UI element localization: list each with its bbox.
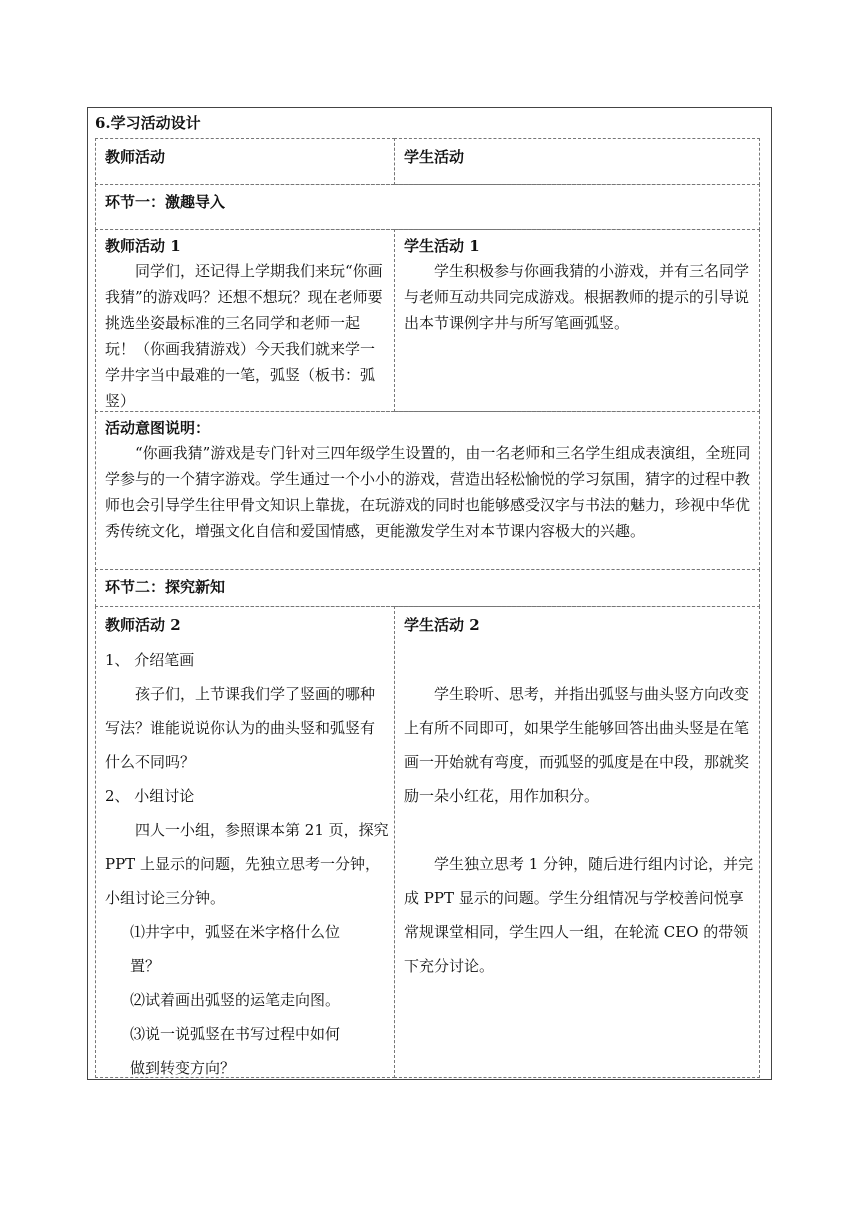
stage1-title: 环节一：激趣导入 [105, 193, 226, 211]
stage2-student-text1: 学生聆听、思考，并指出弧竖与曲头竖方向改变上有所不同即可，如果学生能够回答出曲头竖是在笔画一开始就有弯度，而弧竖的弧度是在中段，那就奖励一朵小红花，用作加积分。 [404, 685, 750, 805]
stage2-item1: 1、 介绍笔画 [105, 651, 195, 669]
stage1-student-heading: 学生活动 1 [404, 237, 480, 255]
stage2-question3: ⑶说一说弧竖在书写过程中如何 [130, 1025, 341, 1043]
header-teacher: 教师活动 [105, 148, 166, 166]
stage1-student-text: 学生积极参与你画我猜的小游戏，并有三名同学与老师互动共同完成游戏。根据教师的提示的引导说出本节课例字井与所写笔画弧竖。 [404, 262, 750, 332]
stage2-student-heading: 学生活动 2 [404, 616, 480, 634]
intent-heading: 活动意图说明： [105, 419, 211, 437]
stage2-question3-cont: 做到转变方向？ [130, 1059, 236, 1077]
stage1-teacher-text: 同学们，还记得上学期我们来玩“你画我猜”的游戏吗？还想不想玩？现在老师要挑选坐姿最标准的三名同学和老师一起玩！（你画我猜游戏）今天我们就来学一学井字当中最难的一笔，弧竖（板书：弧竖） [105, 262, 383, 410]
header-student: 学生活动 [404, 148, 465, 166]
stage2-question1-cont: 置？ [130, 957, 161, 975]
section-title: 6.学习活动设计 [95, 114, 201, 132]
stage2-question1: ⑴井字中，弧竖在米字格什么位 [130, 923, 341, 941]
stage2-student-text2: 学生独立思考 1 分钟，随后进行组内讨论，并完成 PPT 显示的问题。学生分组情况与学校善问悦享常规课堂相同，学生四人一组，在轮流 CEO 的带领下充分讨论。 [404, 855, 754, 975]
stage2-item2-text: 四人一小组，参照课本第 21 页，探究 PPT 上显示的问题，先独立思考一分钟，小组讨论三分钟。 [105, 821, 389, 907]
stage2-item2: 2、 小组讨论 [105, 787, 195, 805]
stage2-item1-text: 孩子们，上节课我们学了竖画的哪种写法？谁能说说你认为的曲头竖和弧竖有什么不同吗？ [105, 685, 376, 771]
stage2-title: 环节二：探究新知 [105, 578, 226, 596]
stage2-teacher-heading: 教师活动 2 [105, 616, 181, 634]
intent-text: “你画我猜”游戏是专门针对三四年级学生设置的，由一名老师和三名学生组成表演组，全班同学参与的一个猜字游戏。学生通过一个小小的游戏，营造出轻松愉悦的学习氛围，猜字的过程中教师也会引导学生往甲骨文知识上靠拢，在玩游戏的同时也能够感受汉字与书法的魅力，珍视中华优秀传统文化，增强文化自信和爱国情感，更能激发学生对本节课内容极大的兴趣。 [105, 444, 751, 540]
stage1-teacher-heading: 教师活动 1 [105, 237, 181, 255]
stage2-question2: ⑵试着画出弧竖的运笔走向图。 [130, 991, 341, 1009]
